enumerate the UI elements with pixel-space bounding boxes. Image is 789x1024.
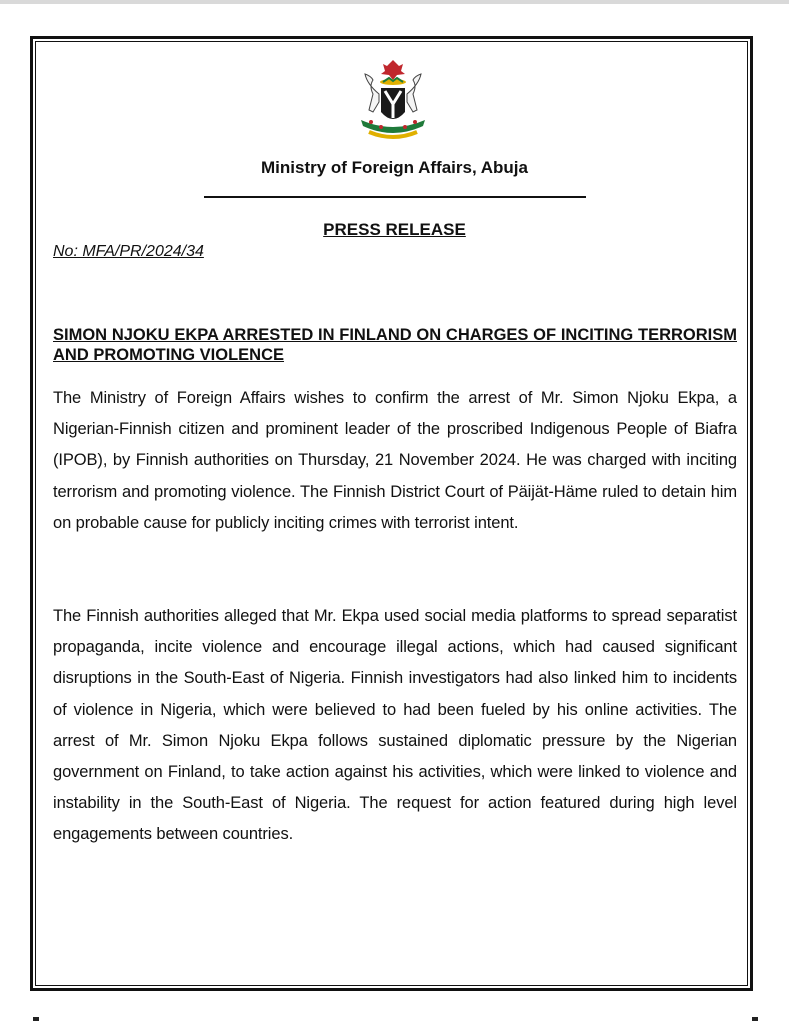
top-edge-strip — [0, 0, 789, 4]
corner-mark-right — [752, 1017, 758, 1021]
header-divider — [204, 196, 586, 198]
reference-number: No: MFA/PR/2024/34 — [53, 243, 204, 260]
nigeria-coat-of-arms-icon — [343, 54, 443, 144]
ministry-name: Ministry of Foreign Affairs, Abuja — [261, 158, 528, 177]
body-paragraph-2: The Finnish authorities alleged that Mr. Ekpa used social media platforms to spread separatist propaganda, incite violence and encourage illegal actions, which had caused significant disruptions in the South-East of Nigeria. Finnish investigators had also linked him to incidents of violence in Nigeria, which were believed to had been fueled by his online activities. The arrest of Mr. Simon Njoku Ekpa follows sustained diplomatic pressure by the Nigerian government on Finland, to take action against his activities, which were linked to violence and instability in the South-East of Nigeria. The request for action featured during high level engagements between countries. — [53, 607, 737, 844]
release-headline: SIMON NJOKU EKPA ARRESTED IN FINLAND ON CHARGES OF INCITING TERRORISM AND PROMOTING VIOLENCE — [53, 326, 737, 364]
body-paragraph-1: The Ministry of Foreign Affairs wishes to confirm the arrest of Mr. Simon Njoku Ekpa, a Nigerian-Finnish citizen and prominent leader of the proscribed Indigenous People of Biafra (IPOB), by Finnish authorities on Thursday, 21 November 2024. He was charged with inciting terrorism and promoting violence. The Finnish District Court of Päijät-Häme ruled to detain him on probable cause for publicly inciting crimes with terrorist intent. — [53, 389, 737, 532]
corner-mark-left — [33, 1017, 39, 1021]
press-release-title: PRESS RELEASE — [323, 220, 466, 239]
